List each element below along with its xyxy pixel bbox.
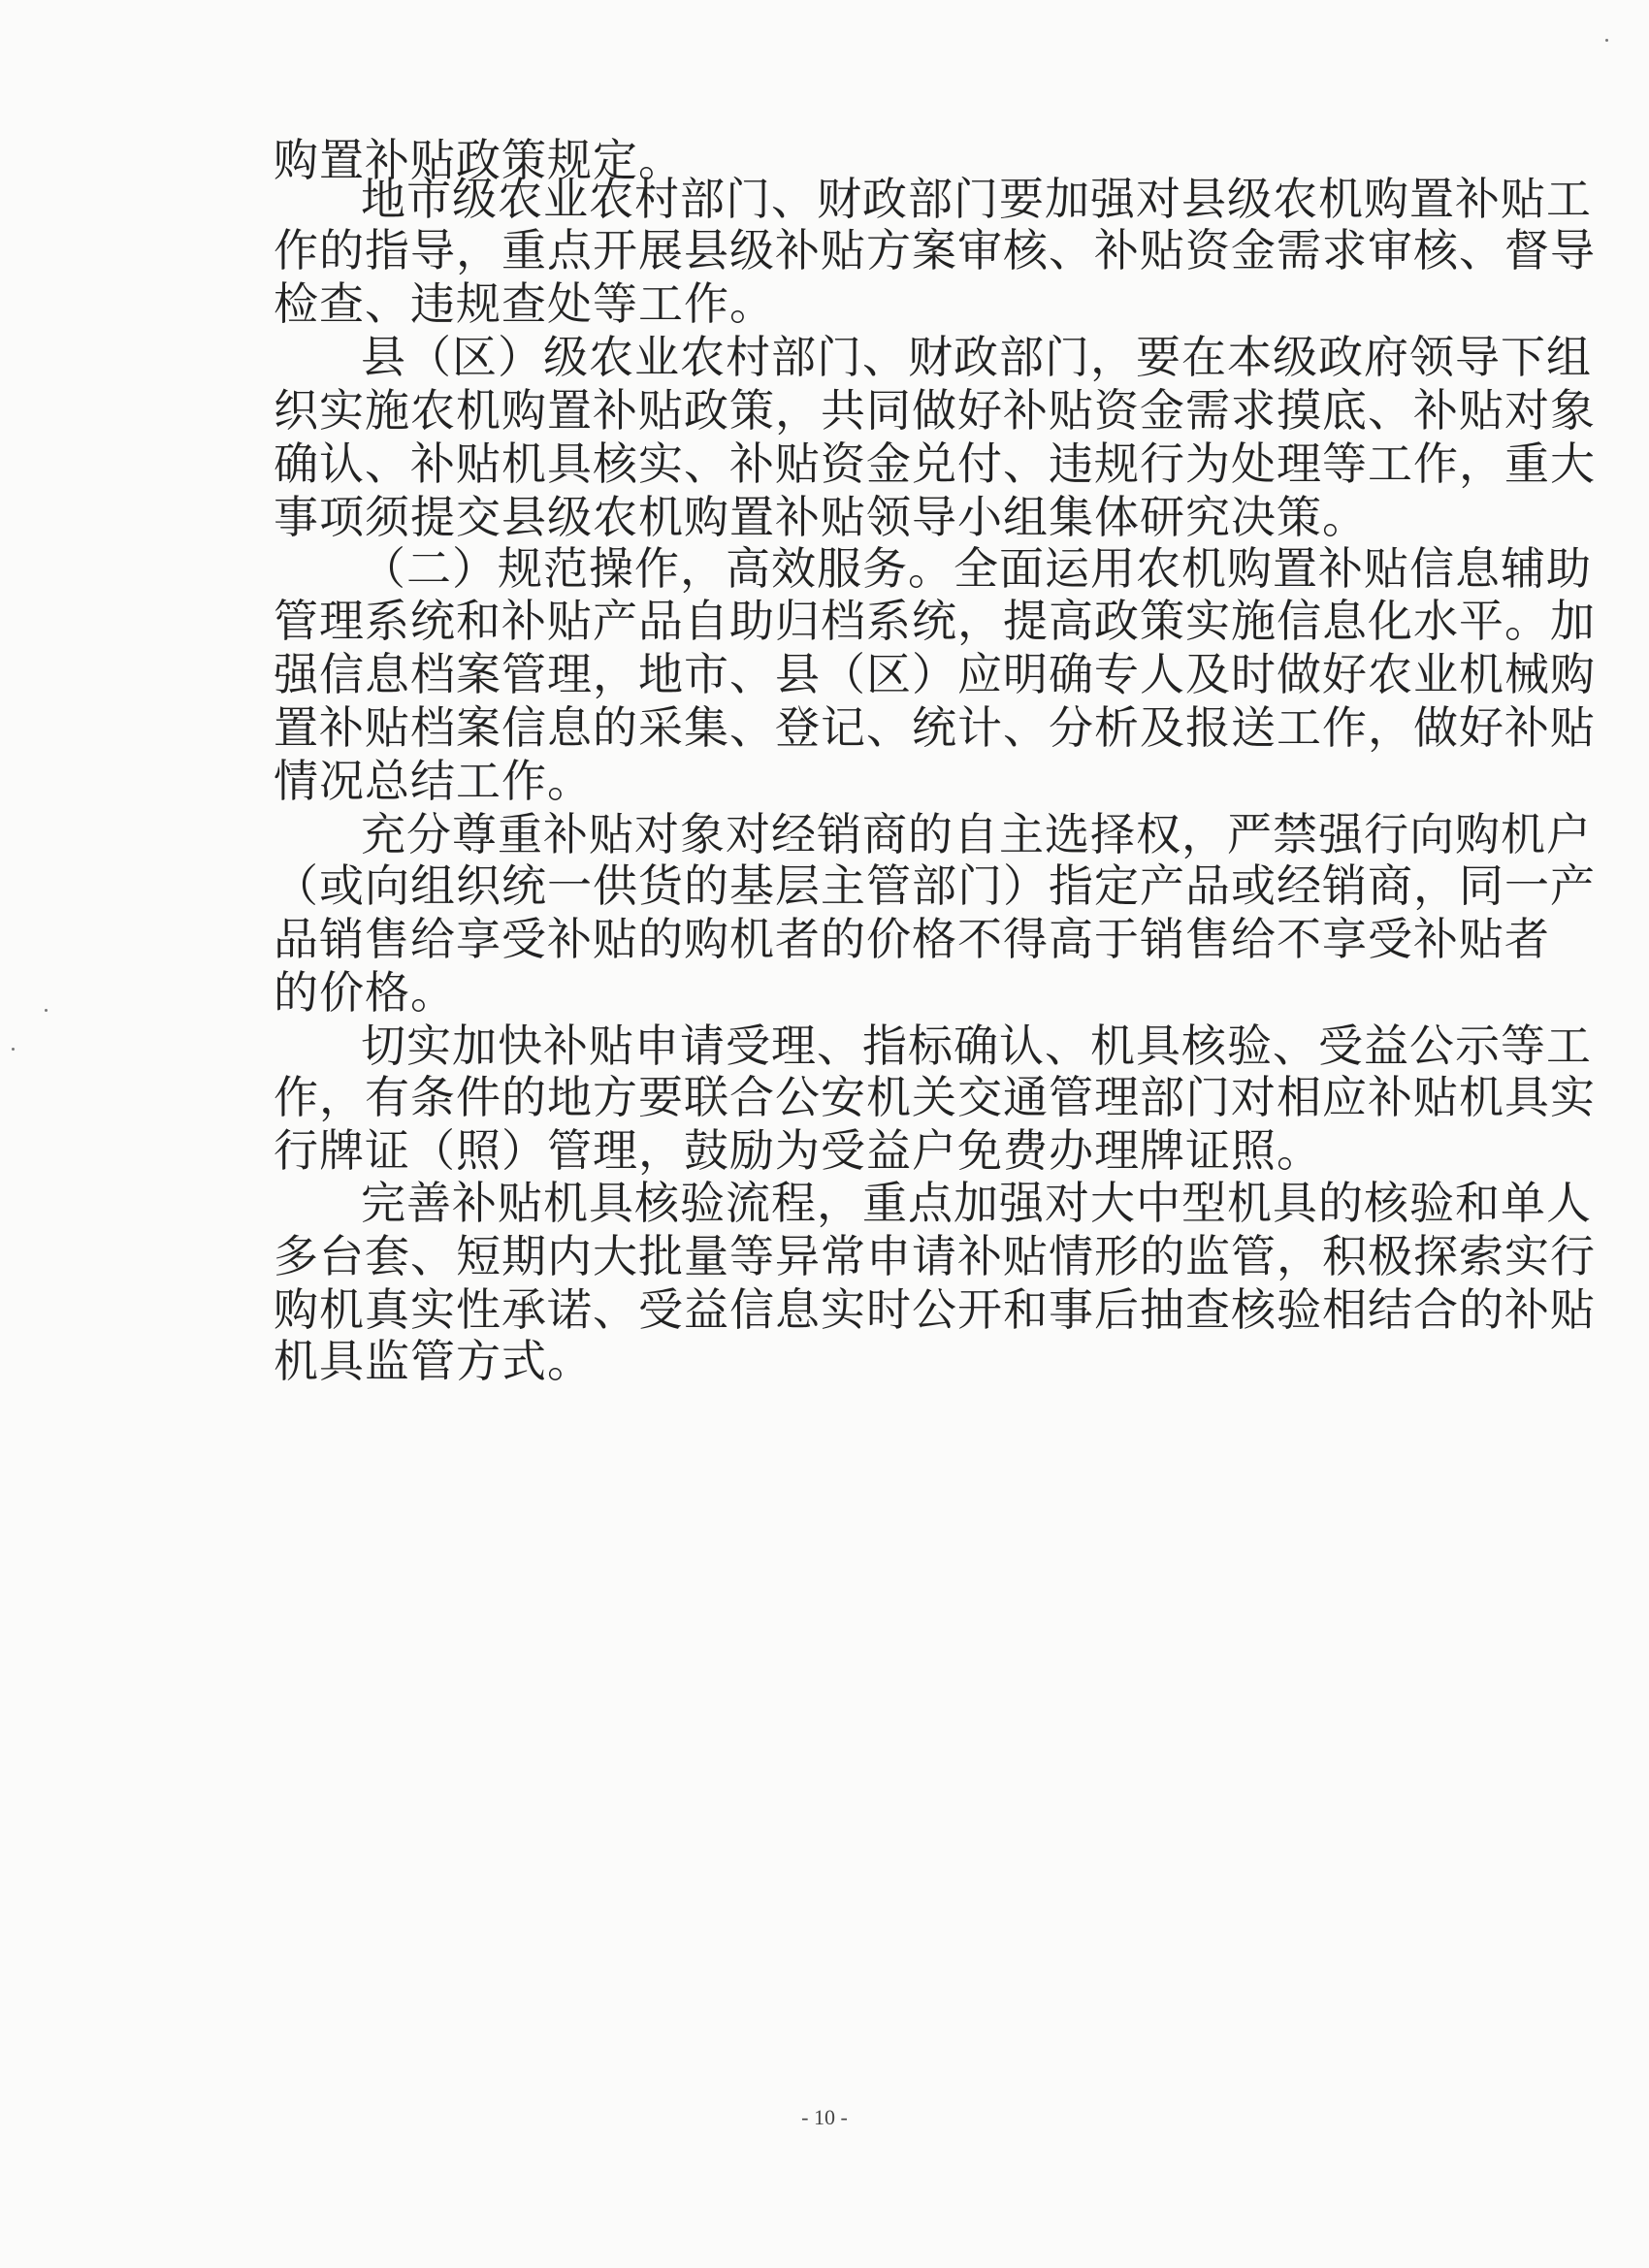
text-line: 织实施农机购置补贴政策，共同做好补贴资金需求摸底、补贴对象 <box>274 384 1596 437</box>
text-line: 切实加快补贴申请受理、指标确认、机具核验、受益公示等工 <box>361 1020 1592 1072</box>
text-line: 购置补贴政策规定。 <box>274 134 684 186</box>
text-line: 作，有条件的地方要联合公安机关交通管理部门对相应补贴机具实 <box>274 1071 1596 1123</box>
text-line: （或向组织统一供货的基层主管部门）指定产品或经销商，同一产 <box>274 859 1596 912</box>
text-line: 行牌证（照）管理，鼓励为受益户免费办理牌证照。 <box>274 1124 1322 1177</box>
text-line: 检查、违规查处等工作。 <box>274 277 775 330</box>
scan-speck <box>1605 39 1608 42</box>
text-line: 置补贴档案信息的采集、登记、统计、分析及报送工作，做好补贴 <box>274 701 1596 754</box>
scan-speck <box>45 1009 48 1012</box>
scan-speck <box>12 1048 15 1051</box>
text-line: 地市级农业农村部门、财政部门要加强对县级农机购置补贴工 <box>361 173 1592 225</box>
text-line: 管理系统和补贴产品自助归档系统，提高政策实施信息化水平。加 <box>274 595 1596 647</box>
text-line: 的价格。 <box>274 966 456 1019</box>
page-number: - 10 - <box>801 2105 848 2129</box>
text-line: 多台套、短期内大批量等异常申请补贴情形的监管，积极探索实行 <box>274 1230 1596 1282</box>
text-line: 县（区）级农业农村部门、财政部门，要在本级政府领导下组 <box>361 331 1592 383</box>
text-line: 作的指导，重点开展县级补贴方案审核、补贴资金需求审核、督导 <box>274 224 1596 276</box>
text-line: 确认、补贴机具核实、补贴资金兑付、违规行为处理等工作，重大 <box>274 437 1596 490</box>
text-line: 充分尊重补贴对象对经销商的自主选择权，严禁强行向购机户 <box>361 808 1592 860</box>
text-line: 事项须提交县级农机购置补贴领导小组集体研究决策。 <box>274 491 1368 543</box>
text-line: 品销售给享受补贴的购机者的价格不得高于销售给不享受补贴者 <box>274 913 1550 965</box>
text-line: 机具监管方式。 <box>274 1335 593 1387</box>
text-line: 强信息档案管理，地市、县（区）应明确专人及时做好农业机械购 <box>274 648 1596 700</box>
text-line: （二）规范操作，高效服务。全面运用农机购置补贴信息辅助 <box>361 542 1592 595</box>
text-line: 情况总结工作。 <box>274 755 593 807</box>
text-line: 完善补贴机具核验流程，重点加强对大中型机具的核验和单人 <box>361 1177 1592 1229</box>
text-line: 购机真实性承诺、受益信息实时公开和事后抽查核验相结合的补贴 <box>274 1283 1596 1336</box>
